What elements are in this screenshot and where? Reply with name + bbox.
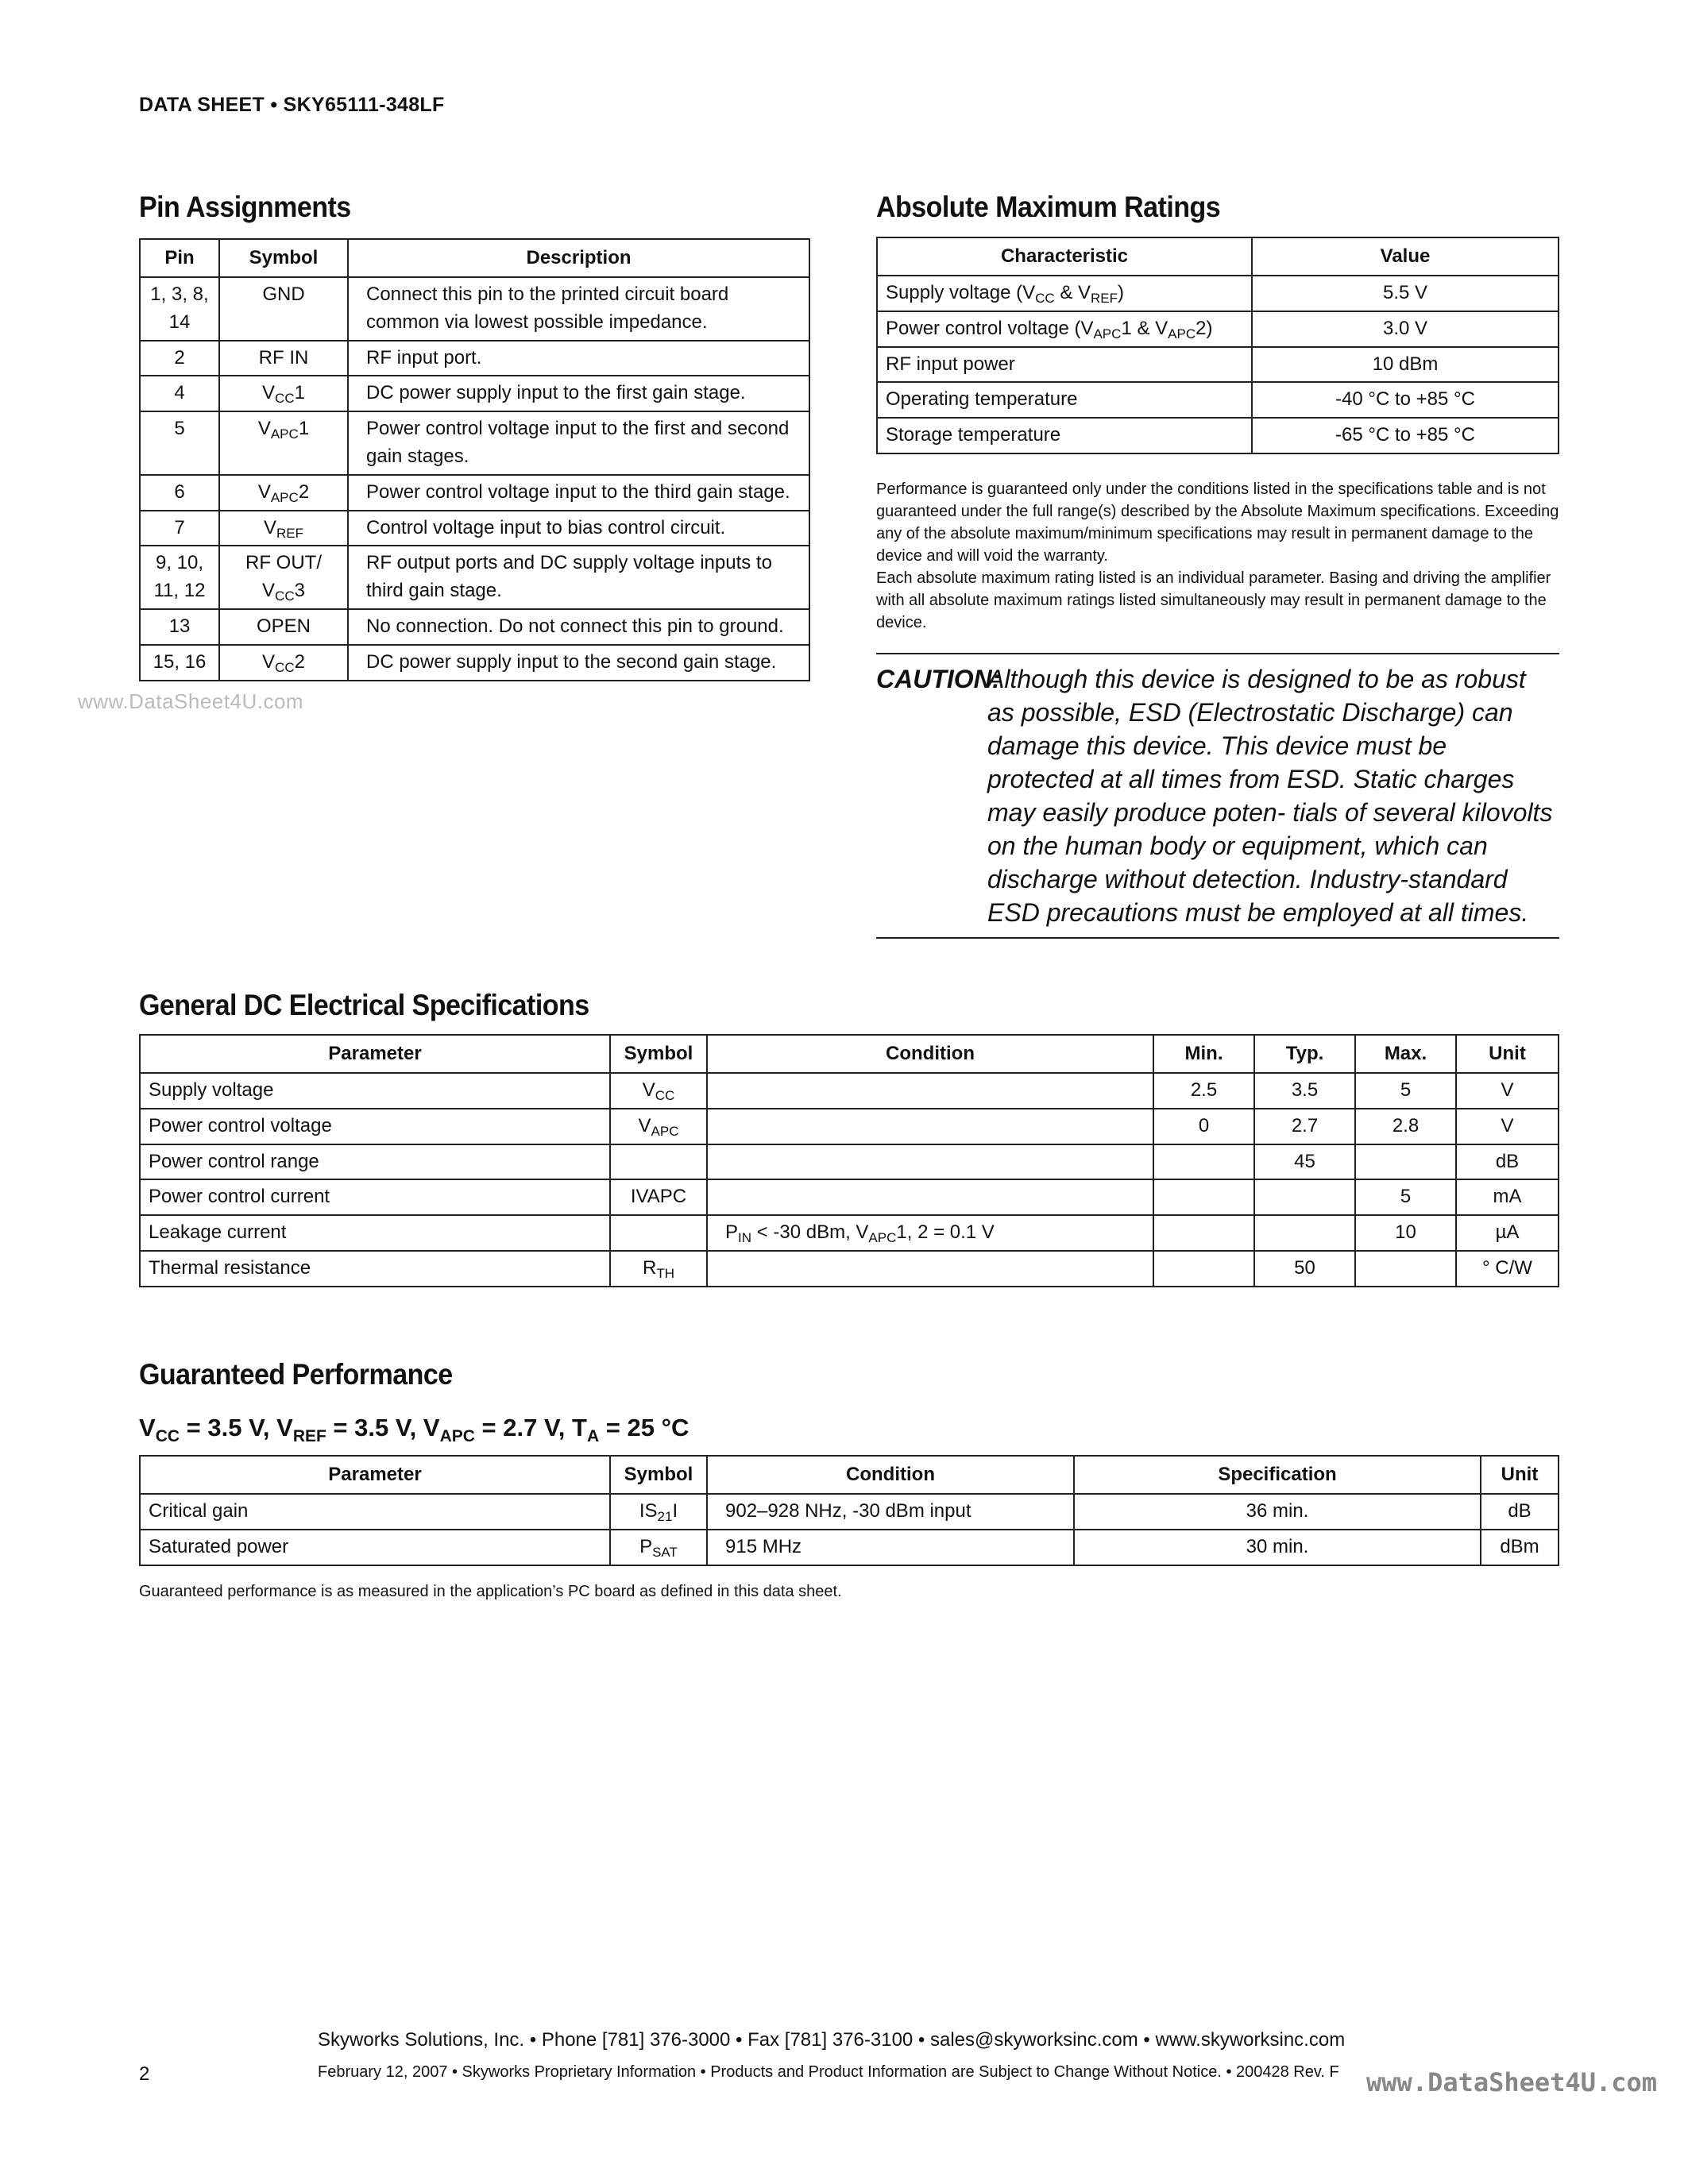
symbol-cell: $R_{TH}$ xyxy=(610,1251,707,1287)
unit-cell: V xyxy=(1456,1109,1559,1144)
column-header: Symbol xyxy=(610,1456,707,1494)
caution-box xyxy=(876,653,1559,939)
dc-specs-heading: General DC Electrical Specifications xyxy=(139,989,589,1021)
value-cell: 5.5 V xyxy=(1252,276,1559,311)
table-row xyxy=(140,609,809,645)
symbol-cell: $V_{CC}$ xyxy=(610,1073,707,1109)
unit-cell: V xyxy=(1456,1073,1559,1109)
table-row xyxy=(877,382,1559,418)
value-cell: 3.0 V xyxy=(1252,311,1559,347)
absolute-maximum-ratings-heading: Absolute Maximum Ratings xyxy=(876,191,1221,223)
symbol-cell: $V_{REF}$ xyxy=(219,511,348,546)
test-conditions: $V_{CC} = 3.5$ V, $V_{REF} = 3.5$ V, $V_{APC} = 2.7$ V, $T_A = 25$ °C xyxy=(139,1414,689,1445)
parameter-cell: Critical gain xyxy=(140,1494,610,1530)
symbol-cell: $V_{APC}1$ xyxy=(219,411,348,475)
table-row xyxy=(140,1144,1559,1180)
specification-cell: 30 min. xyxy=(1074,1530,1481,1565)
max-cell: 2.8 xyxy=(1355,1109,1456,1144)
symbol-cell: GND xyxy=(219,277,348,341)
parameter-cell: Power control range xyxy=(140,1144,610,1180)
table-header-row xyxy=(877,237,1559,276)
description-cell: DC power supply input to the first gain stage. xyxy=(348,376,809,411)
column-header: Unit xyxy=(1481,1456,1559,1494)
footer-legal: February 12, 2007 • Skyworks Proprietary Information • Products and Product Information are Subject to Change Without Notice. • 200428 Rev. F xyxy=(318,2063,1339,2081)
table-row xyxy=(140,1179,1559,1215)
description-cell: DC power supply input to the second gain stage. xyxy=(348,645,809,681)
column-header: Specification xyxy=(1074,1456,1481,1494)
unit-cell: ° C/W xyxy=(1456,1251,1559,1287)
symbol-cell xyxy=(610,1144,707,1180)
condition-cell xyxy=(707,1109,1153,1144)
caution-text: Although this device is designed to be as robust as possible, ESD (Electrostatic Discharge) can damage this device. This device must be protected at all times from ESD. Static charges may easily produce poten- tials of several kilovolts on the human body or equipment, which can discharge without detection. Industry-standard ESD precautions must be employed at all times. xyxy=(987,665,1553,927)
min-cell xyxy=(1153,1144,1254,1180)
condition-cell: 915 MHz xyxy=(707,1530,1074,1565)
table-header-row xyxy=(140,1035,1559,1073)
pin-cell: 5 xyxy=(140,411,219,475)
table-row xyxy=(140,1109,1559,1144)
column-header: Condition xyxy=(707,1456,1074,1494)
abs-max-note-2: Each absolute maximum rating listed is an individual parameter. Basing and driving the amplifier with all absolute maximum ratings listed simultaneously may result in permanent damage to the device. xyxy=(876,569,1551,631)
column-header: Symbol xyxy=(219,239,348,277)
table-row xyxy=(140,277,809,341)
abs-max-note-1: Performance is guaranteed only under the conditions listed in the specifications table and is not guaranteed under the full range(s) described by the Absolute Maximum specifications. Exceeding any of the absolute maximum/minimum specifications may result in permanent damage to the device and will void the warranty. xyxy=(876,480,1559,565)
pin-cell: 7 xyxy=(140,511,219,546)
condition-cell xyxy=(707,1251,1153,1287)
parameter-cell: Power control voltage xyxy=(140,1109,610,1144)
watermark-text: www.DataSheet4U.com xyxy=(78,689,304,713)
max-cell: 5 xyxy=(1355,1179,1456,1215)
table-row xyxy=(140,475,809,511)
description-cell: RF output ports and DC supply voltage inputs to third gain stage. xyxy=(348,546,809,609)
footer-contact: Skyworks Solutions, Inc. • Phone [781] 376-3000 • Fax [781] 376-3100 • sales@skyworksinc.com • www.skyworksinc.com xyxy=(318,2029,1346,2051)
unit-cell: dBm xyxy=(1481,1530,1559,1565)
abs-max-note xyxy=(876,478,1559,634)
caution-label: CAUTION: xyxy=(876,665,1001,693)
dc-specs-table xyxy=(139,1034,1559,1287)
typ-cell: 3.5 xyxy=(1254,1073,1355,1109)
table-row xyxy=(877,276,1559,311)
max-cell: 10 xyxy=(1355,1215,1456,1251)
absolute-maximum-ratings-table xyxy=(876,237,1559,454)
column-header: Max. xyxy=(1355,1035,1456,1073)
page-number: 2 xyxy=(139,2063,150,2085)
typ-cell: 50 xyxy=(1254,1251,1355,1287)
column-header: Parameter xyxy=(140,1035,610,1073)
document-header: DATA SHEET • SKY65111-348LF xyxy=(139,94,445,116)
pin-cell: 2 xyxy=(140,341,219,376)
column-header: Unit xyxy=(1456,1035,1559,1073)
unit-cell: dB xyxy=(1481,1494,1559,1530)
table-row xyxy=(140,1530,1559,1565)
symbol-cell: OPEN xyxy=(219,609,348,645)
description-cell: Connect this pin to the printed circuit board common via lowest possible impedance. xyxy=(348,277,809,341)
characteristic-cell: Supply voltage ($V_{CC}$ & $V_{REF}$) xyxy=(877,276,1252,311)
unit-cell: µA xyxy=(1456,1215,1559,1251)
symbol-cell: RF IN xyxy=(219,341,348,376)
min-cell xyxy=(1153,1215,1254,1251)
parameter-cell: Power control current xyxy=(140,1179,610,1215)
min-cell: 2.5 xyxy=(1153,1073,1254,1109)
condition-cell xyxy=(707,1144,1153,1180)
description-cell: RF input port. xyxy=(348,341,809,376)
parameter-cell: Leakage current xyxy=(140,1215,610,1251)
symbol-cell: $V_{CC}2$ xyxy=(219,645,348,681)
max-cell xyxy=(1355,1144,1456,1180)
characteristic-cell: RF input power xyxy=(877,347,1252,383)
pin-cell: 15, 16 xyxy=(140,645,219,681)
pin-cell: 4 xyxy=(140,376,219,411)
table-row xyxy=(140,511,809,546)
watermark-text: www.DataSheet4U.com xyxy=(1366,2067,1658,2097)
pin-cell: 9, 10, 11, 12 xyxy=(140,546,219,609)
typ-cell xyxy=(1254,1215,1355,1251)
symbol-cell: $IS_{21}I$ xyxy=(610,1494,707,1530)
characteristic-cell: Operating temperature xyxy=(877,382,1252,418)
table-row xyxy=(140,1494,1559,1530)
description-cell: No connection. Do not connect this pin to ground. xyxy=(348,609,809,645)
table-row xyxy=(877,347,1559,383)
description-cell: Power control voltage input to the third gain stage. xyxy=(348,475,809,511)
specification-cell: 36 min. xyxy=(1074,1494,1481,1530)
characteristic-cell: Power control voltage ($V_{APC}1$ & $V_{APC}2$) xyxy=(877,311,1252,347)
table-row xyxy=(140,411,809,475)
parameter-cell: Thermal resistance xyxy=(140,1251,610,1287)
table-row xyxy=(877,418,1559,453)
parameter-cell: Supply voltage xyxy=(140,1073,610,1109)
column-header: Parameter xyxy=(140,1456,610,1494)
characteristic-cell: Storage temperature xyxy=(877,418,1252,453)
max-cell: 5 xyxy=(1355,1073,1456,1109)
column-header: Value xyxy=(1252,237,1559,276)
min-cell xyxy=(1153,1251,1254,1287)
min-cell xyxy=(1153,1179,1254,1215)
value-cell: 10 dBm xyxy=(1252,347,1559,383)
symbol-cell: $V_{APC}$ xyxy=(610,1109,707,1144)
symbol-cell: $P_{SAT}$ xyxy=(610,1530,707,1565)
table-row xyxy=(877,311,1559,347)
column-header: Pin xyxy=(140,239,219,277)
pin-assignments-heading: Pin Assignments xyxy=(139,191,351,223)
condition-cell xyxy=(707,1179,1153,1215)
symbol-cell: $V_{CC}1$ xyxy=(219,376,348,411)
typ-cell: 2.7 xyxy=(1254,1109,1355,1144)
table-row xyxy=(140,546,809,609)
pin-cell: 6 xyxy=(140,475,219,511)
symbol-cell: RF OUT/ $V_{CC}3$ xyxy=(219,546,348,609)
guaranteed-performance-heading: Guaranteed Performance xyxy=(139,1358,453,1391)
max-cell xyxy=(1355,1251,1456,1287)
table-row xyxy=(140,341,809,376)
guaranteed-note: Guaranteed performance is as measured in the application’s PC board as defined in this data sheet. xyxy=(139,1583,842,1600)
condition-cell: $P_{IN} < -30$ dBm, $V_{APC}1$, 2 = 0.1 V xyxy=(707,1215,1153,1251)
column-header: Description xyxy=(348,239,809,277)
typ-cell: 45 xyxy=(1254,1144,1355,1180)
value-cell: -65 °C to +85 °C xyxy=(1252,418,1559,453)
column-header: Symbol xyxy=(610,1035,707,1073)
guaranteed-performance-table xyxy=(139,1455,1559,1566)
column-header: Typ. xyxy=(1254,1035,1355,1073)
table-row xyxy=(140,1073,1559,1109)
condition-cell xyxy=(707,1073,1153,1109)
table-row xyxy=(140,645,809,681)
pin-cell: 1, 3, 8, 14 xyxy=(140,277,219,341)
pin-cell: 13 xyxy=(140,609,219,645)
description-cell: Control voltage input to bias control circuit. xyxy=(348,511,809,546)
symbol-cell: $V_{APC}2$ xyxy=(219,475,348,511)
table-row xyxy=(140,1251,1559,1287)
description-cell: Power control voltage input to the first and second gain stages. xyxy=(348,411,809,475)
symbol-cell xyxy=(610,1215,707,1251)
table-row xyxy=(140,1215,1559,1251)
column-header: Condition xyxy=(707,1035,1153,1073)
typ-cell xyxy=(1254,1179,1355,1215)
table-row xyxy=(140,376,809,411)
pin-assignments-table xyxy=(139,238,810,681)
table-header-row xyxy=(140,1456,1559,1494)
column-header: Characteristic xyxy=(877,237,1252,276)
unit-cell: mA xyxy=(1456,1179,1559,1215)
value-cell: -40 °C to +85 °C xyxy=(1252,382,1559,418)
unit-cell: dB xyxy=(1456,1144,1559,1180)
condition-cell: 902–928 NHz, -30 dBm input xyxy=(707,1494,1074,1530)
symbol-cell: IVAPC xyxy=(610,1179,707,1215)
parameter-cell: Saturated power xyxy=(140,1530,610,1565)
column-header: Min. xyxy=(1153,1035,1254,1073)
table-header-row xyxy=(140,239,809,277)
min-cell: 0 xyxy=(1153,1109,1254,1144)
